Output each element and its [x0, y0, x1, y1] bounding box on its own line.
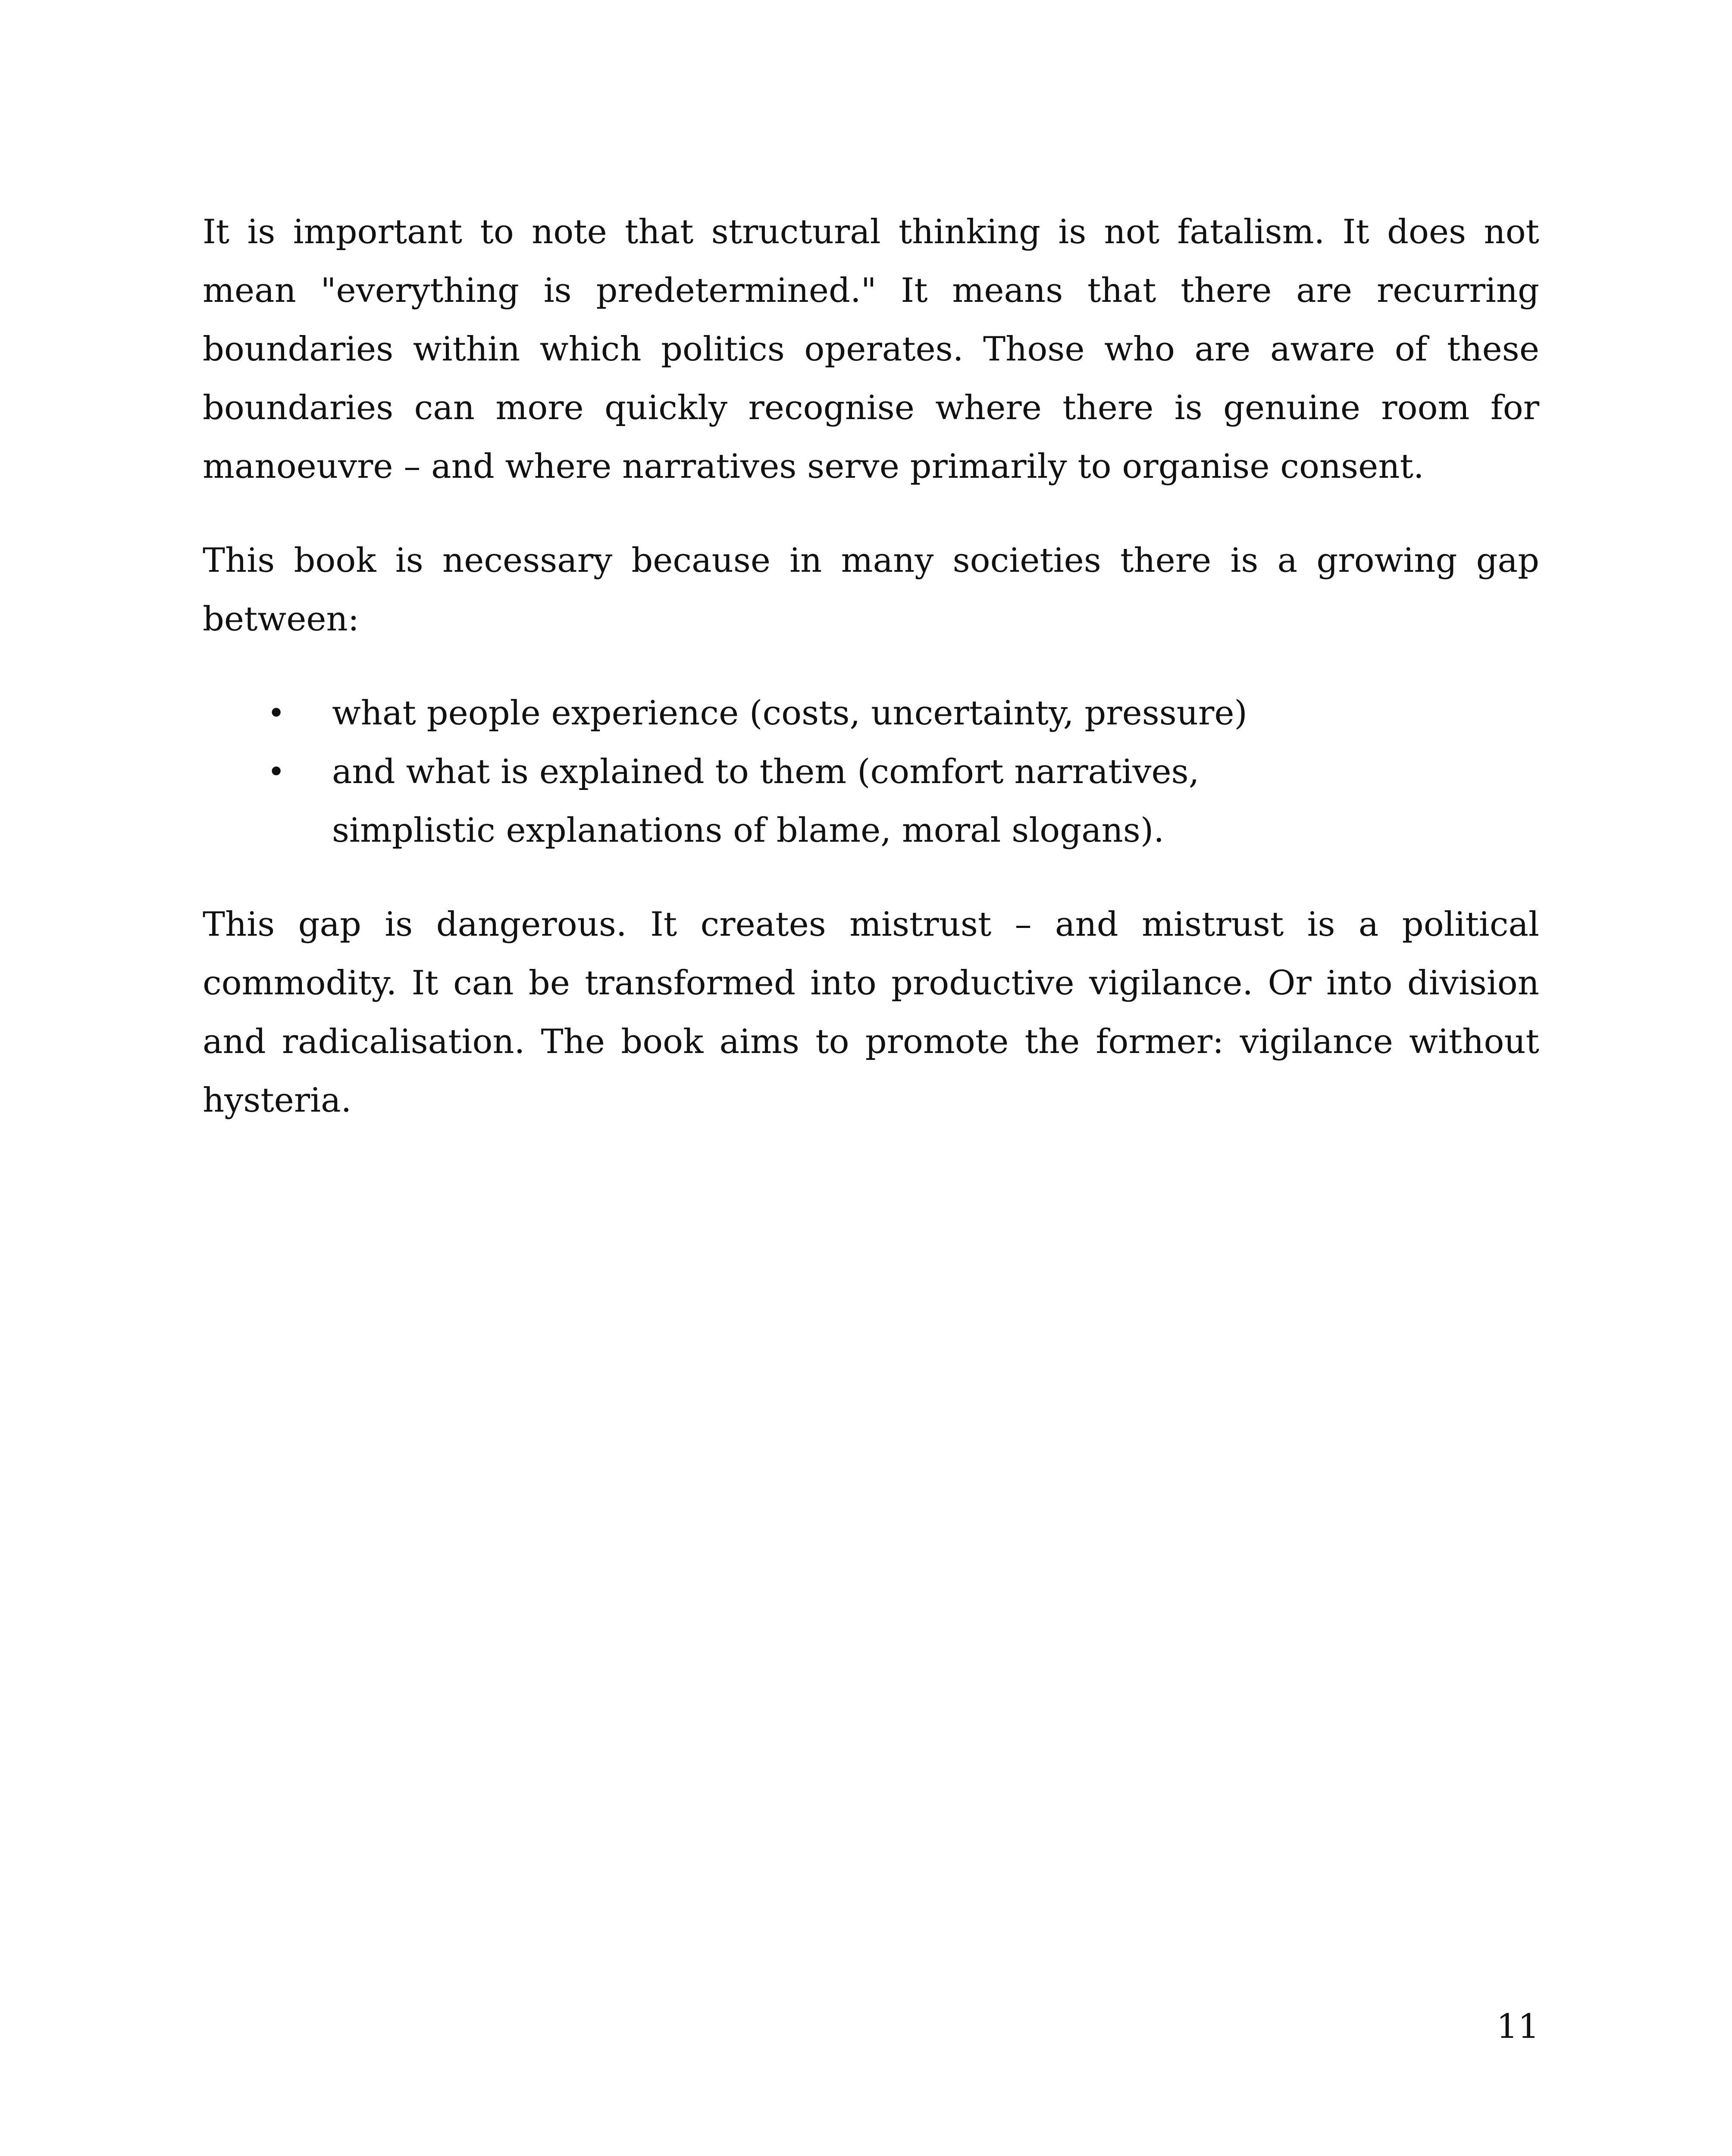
bullet-icon: • [267, 696, 285, 731]
bullet-list [203, 684, 1539, 860]
bullet-icon: • [267, 754, 285, 790]
bullet-text: what people experience (costs, uncertainty, pressure) [332, 694, 1247, 733]
bullet-item-experience [203, 684, 1539, 743]
paragraph-structural-thinking: It is important to note that structural thinking is not fatalism. It does not mean "everything is predetermined." It means that there are recurring boundaries within which politics operates. Those who are aware of these boundaries can more quickly recognise where there is genuine room for manoeuvre – and where narratives serve primarily to organise consent. [203, 213, 1539, 486]
bullet-item-explained [203, 743, 1539, 860]
bullet-text: and what is explained to them (comfort narratives, simplistic explanations of blame, moral slogans). [332, 752, 1200, 850]
page-content [203, 203, 1539, 1130]
page-number: 11 [1496, 2007, 1539, 2046]
paragraph-gap-dangerous: This gap is dangerous. It creates mistrust – and mistrust is a political commodity. It can be transformed into productive vigilance. Or into division and radicalisation. The book aims to promote the former: vigilance without hysteria. [203, 905, 1539, 1120]
paragraph-book-necessary: This book is necessary because in many societies there is a growing gap between: [203, 541, 1539, 639]
